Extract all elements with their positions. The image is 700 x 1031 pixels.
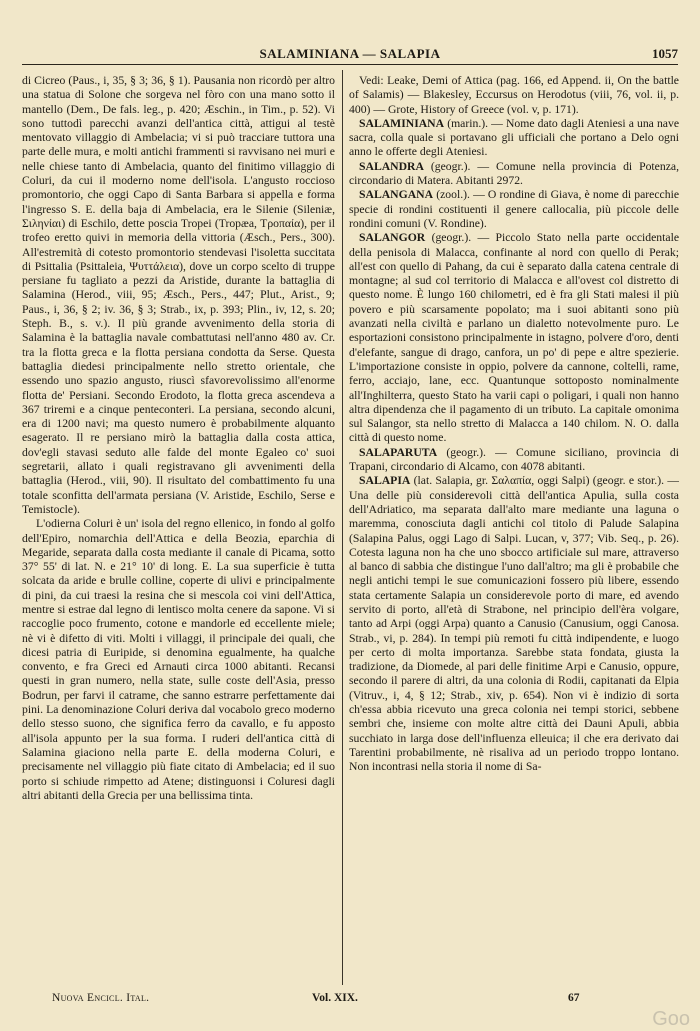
footer-signature: 67 (568, 992, 580, 1004)
left-column (22, 74, 335, 984)
entry-salangana (349, 188, 679, 231)
footer-publication: Nuova Encicl. Ital. (52, 992, 150, 1004)
entry-salaminiana (349, 117, 679, 160)
page-header (22, 44, 678, 65)
entry-bibliography (349, 74, 679, 117)
entry-text: (geogr.). — Comune nella provincia di Potenza, circondario di Matera. Abitanti 2972. (349, 159, 679, 188)
entry-text: Vedi: Leake, Demi of Attica (pag. 166, ed Append. ii, On the battle of Salamis) — Blakesley, Eccursus on Herodotus (viii, 76, vol. ii, p. 400) — Grote, History of Greece (vol. v, p. 171). (349, 74, 679, 116)
entry-salapia (349, 474, 679, 774)
column-divider (342, 70, 343, 985)
entry-headword: SALANGANA (359, 188, 434, 202)
entry-text: (zool.). — O rondine di Giava, è nome di parecchie specie di rondini costituenti il genere callocalia, più piccole delle rondini comuni (V. Rondine). (349, 188, 679, 230)
entry-text: (lat. Salapia, gr. Σαλαπία, oggi Salpi) (geogr. e stor.). — Una delle più considerevoli città dell'antica Apulia, sulla costa dell'Adriatico, ma separata dall'alto mare mediante una laguna o maremma, conosciuta dagli antichi col titolo di Palude Salapina (Salapina Palus, oggi Lago di Salpi. Lucan, v, 377; Vib. Seq., p. 26). Cotesta laguna non ha che uno sbocco artificiale sul mare, attraverso al banco di sabbia che distingue l'uno dall'altro; ma gli è probabile che negli antichi tempi le sue comunicazioni fossero più libere, essendo stata certamente Salapia un considerevole porto di mare, ed avendo servito di porto, all'età di Strabone, nel principio dell'èra volgare, tanto ad Arpi (oggi Arpa) quanto a Canusio (Canusium, oggi Canosa. Strab., vi, p. 284). In tempi più remoti fu città indipendente, e luogo per certo di molta importanza. Sarebbe stata fondata, giusta la tradizione, da Diomede, al pari delle finitime Arpi e Canusio, oppure, secondo il parere di altri, da una colonia di Rodii, capitanati da Elpia (Vitruv., i, 4, § 12; Strab., xiv, p. 654). Non vi è indizio di sorta ch'essa abbia ricevuto una greca colonia nei tempi storici, sebbene sembri che, insieme con molte altre città dei Dauni Apuli, abbia succhiato in larga dose dell'influenza elleuica; il che era derivato dai Tarentini probabilmente, nè risaliva ad un periodo troppo lontano. Non incontrasi nella storia il nome di Sa- (349, 474, 679, 774)
entry-headword: SALAPARUTA (359, 445, 438, 459)
right-column (349, 74, 679, 984)
entry-headword: SALAMINIANA (359, 116, 445, 130)
entry-salandra (349, 160, 679, 189)
page-number: 1057 (652, 46, 678, 61)
watermark: Goo (652, 1008, 690, 1030)
entry-headword: SALAPIA (359, 474, 411, 488)
page-footer (22, 992, 678, 1010)
footer-volume: Vol. XIX. (312, 992, 358, 1004)
paragraph: L'odierna Coluri è un' isola del regno ellenico, in fondo al golfo dell'Epiro, nomarchia dell'Attica e della Beozia, eparchia di Megaride, separata dalla costa mediante il canale di Picama, sotto 37° 55' di lat. N. e 21° 10' di long. E. La sua superficie è tutta solcata da aride e brulle colline, coperte di ulivi e principalmente di pini, da cui traesi la resina che si mescola coi vini dell'Attica, mentre si estrae dal legno di lentisco molta cenere da sapone. Vi si raccoglie poco frumento, cotone e mandorle ed eccellente miele; nè vi è difetto di viti. Molti i villaggi, il principale dei quali, che dicesi patria di Euripide, si denomina egualmente, ha qualche convento, e fra Greci ed Arnauti circa 1000 abitanti. Recansi questi in gran numero, nella state, sulle coste dell'Asia, presso Bodrun, per farvi il catrame, che sanno estrarre perfettamente dai pini. La denominazione Coluri deriva dal vocabolo greco moderno dello stesso suono, che significa ferro da cavallo, e fu apposto all'isola appunto per la sua forma. I ruderi dell'antica città di Salamina giaciono nella parte E. della moderna Coluri, e precisamente nel villaggio più fiate citato di Ambelacia; ed il suo porto si schiude rimpetto ad Atene; distinguonsi i Coluresi dagli altri abitanti della Grecia per una bellissima tinta. (22, 517, 335, 802)
paragraph: di Cicreo (Paus., i, 35, § 3; 36, § 1). Pausania non ricordò per altro una statua di Solone che sorgeva nel fòro con una mano sotto il mantello (Dem., De fals. leg., p. 420; Æschin., in Tim., p. 52). Vi sono tuttodì parecchi avanzi dell'antica città, attigui al testè mentovato villaggio di Ambelacia; vi si può tracciare tuttora una parte delle mura, e molti antichi frammenti si ravvisano nei muri e nelle chiese tanto di Ambelacia, quanto del finitimo villaggio di Coluri, da cui il moderno nome dell'isola. L'angusto roccioso promontorio, che oggi Capo di Santa Barbara si appella e forma l'ingresso S. E. della baja di Ambelacia, era le Silenie (Sileniæ, Σιληνίαι) di Eschilo, dette poscia Tropei (Tropæa, Τροπαία), per il trofeo eretto quivi in memoria della vittoria (Æsch., Pers., 300). All'estremità di cotesto promontorio stendevasi l'isoletta succitata di Psittalia (Psittaleia, Ψυττάλεια), dove un corpo scelto di truppe persiane fu tagliato a pezzi da Aristide, durante la battaglia di Salamina (Herod., viii, 95; Æsch., Pers., 447; Plut., Arist., 9; Paus., i, 36, § 2; iv. 36, § 3; Strab., ix, p. 393; Plin., iv, 12, s. 20; Steph. B., s. v.). Il più grande avvenimento della storia di Salamina è la battaglia navale combattutasi nell'anno 480 av. Cr. tra la flotta greca e la flotta persiana condotta da Serse. Questa battaglia diedesi principalmente nello stretto orientale, che essendo uno spazio angusto, riuscì sfavorevolissimo all'enorme flotta de' Persiani. Secondo Erodoto, la flotta greca ascendeva a 367 triremi e a cinque penteconteri. La persiana, secondo alcuni, era di 1200 navi; ma questo numero è probabilmente alquanto esagerato. Il re persiano mirò la battaglia dalla costa attica, dov'egli stavasi seduto alle falde del monte Egaleo co' suoi segretarii, allato i quali registravano gli avvenimenti della battaglia (Herod., viii, 90). Il risultato del combattimento fu una totale sconfitta dell'armata persiana (V. Aristide, Eschilo, Serse e Temistocle). (22, 74, 335, 516)
running-title: SALAMINIANA — SALAPIA (259, 46, 441, 61)
entry-text: (geogr.). — Piccolo Stato nella parte occidentale della penisola di Malacca, confinante al nord con quello di Perak; all'est con quello di Pahang, da cui è separato dalla catena centrale di montagne; al sud col territorio di Malacca e all'ovest col distretto di questo nome. È lungo 160 chilometri, ed è fra gli Stati malesi il più povero e più scarsamente popolato; ma i suoi abitanti sono più avanzati nella civiltà e parlano un dialetto notevolmente puro. Le esportazioni consistono principalmente in istagno, polvere d'oro, denti d'elefante, sangue di drago, canfora, un po' di pepe e altre spezierie. L'importazione consiste in oppio, polvere da cannone, coltelli, rame, ferro, acciajo, lane, ecc. Quantunque sottoposto nominalmente all'Inghilterra, questo Stato ha varii capi o poligari, i quali non hanno altra dipendenza che il pagamento di un tributo. La capitale omonima sul Salangor, sta nello stretto di Malacca a 140 chilom. N. O. dalla città di questo nome. (349, 231, 679, 445)
entry-salangor (349, 231, 679, 445)
entry-salaparuta (349, 446, 679, 475)
entry-headword: SALANGOR (359, 231, 426, 245)
entry-text: (geogr.). — Comune siciliano, provincia di Trapani, circondario di Alcamo, con 4078 abitanti. (349, 445, 679, 474)
entry-text: (marin.). — Nome dato dagli Ateniesi a una nave sacra, colla quale si portavano gli ufficiali che portano a Delo ogni anno le offerte degli Ateniesi. (349, 116, 679, 159)
entry-headword: SALANDRA (359, 159, 424, 173)
